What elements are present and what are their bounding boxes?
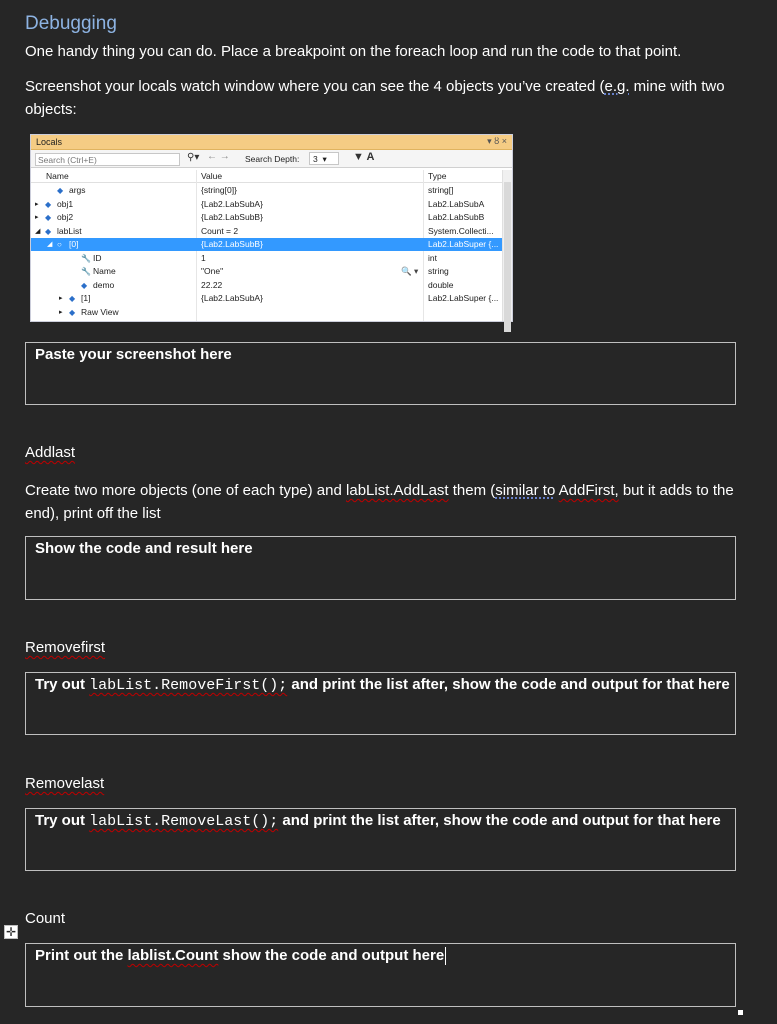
locals-row[interactable] (31, 198, 502, 211)
screenshot-box-label: Paste your screenshot here (35, 346, 232, 363)
locals-header (31, 170, 502, 183)
locals-scrollbar[interactable] (502, 170, 512, 321)
locals-row[interactable] (31, 265, 502, 278)
locals-title: Locals (36, 137, 63, 147)
removelast-label-code: labList.RemoveLast(); (89, 813, 279, 830)
row-value: {Lab2.LabSubA} (201, 293, 263, 303)
row-type: string (428, 266, 449, 276)
search-depth-select[interactable]: 3 ▾ (309, 152, 339, 165)
removelast-box-label (35, 812, 721, 830)
row-type: Lab2.LabSuper {... (428, 293, 499, 303)
addlast-text-post: but it adds to the end), print off the list (25, 482, 734, 522)
col-value[interactable]: Value (201, 171, 223, 181)
row-name: labList (57, 225, 82, 236)
locals-row[interactable] (31, 279, 502, 292)
row-type: int (428, 252, 437, 263)
field-icon: 🔧 (81, 267, 91, 276)
search-icon[interactable]: ⚲▾ (187, 152, 200, 163)
text-cursor (445, 947, 446, 965)
locals-row[interactable] (31, 211, 502, 224)
locals-toolbar (31, 150, 512, 168)
locals-row[interactable] (31, 252, 502, 265)
row-name: ID (93, 252, 102, 263)
row-type: double (428, 279, 454, 290)
row-name: obj1 (57, 198, 74, 209)
search-depth-label: Search Depth: (245, 154, 300, 164)
row-name: obj2 (57, 212, 74, 222)
field-icon: ○ (57, 240, 62, 249)
count-label-code: lablist.Count (127, 947, 219, 964)
locals-row[interactable] (31, 238, 502, 251)
resize-handle-icon[interactable] (738, 1010, 743, 1015)
removefirst-heading: Removefirst (25, 639, 106, 656)
instruction-pre: Screenshot your locals watch window where you can see the 4 objects you’ve created ( (25, 78, 605, 95)
row-name: Raw View (81, 306, 119, 317)
addlast-text-mid: them ( (448, 482, 496, 499)
field-icon: ◆ (45, 213, 52, 222)
page-title: Debugging (25, 13, 117, 34)
count-label-post: show the code and output here (218, 947, 445, 964)
removelast-box[interactable] (25, 808, 736, 871)
instruction-eg: e.g. (604, 78, 630, 95)
filter-icon[interactable]: ▼ A (353, 151, 375, 163)
count-label-pre: Print out the (35, 947, 128, 964)
locals-row[interactable] (31, 184, 502, 197)
move-handle-icon[interactable]: ✛ (5, 925, 17, 939)
screenshot-box[interactable] (25, 342, 736, 405)
row-type: System.Collecti... (428, 225, 494, 236)
row-type: Lab2.LabSuper {... (428, 239, 499, 249)
row-value: Count = 2 (201, 225, 239, 236)
row-value: 22.22 (201, 279, 223, 290)
addlast-box-label: Show the code and result here (35, 540, 253, 557)
addlast-text-code: labList.AddLast (346, 482, 449, 499)
expander-icon[interactable]: ▸ (35, 200, 39, 208)
locals-window-controls[interactable]: ▾ ȣ × (487, 136, 507, 146)
count-heading: Count (25, 910, 66, 927)
locals-search-input[interactable]: Search (Ctrl+E) (35, 153, 180, 166)
row-name: [1] (81, 293, 91, 303)
addlast-text-similar: similar to (495, 482, 556, 499)
count-box[interactable] (25, 943, 736, 1007)
instruction-post: mine with two objects: (25, 78, 725, 118)
screenshot-instruction (25, 75, 745, 121)
field-icon: ◆ (57, 186, 64, 195)
row-type: string[] (428, 185, 454, 195)
expander-icon[interactable]: ▸ (59, 295, 63, 302)
field-icon: ◆ (45, 226, 52, 236)
row-name: args (69, 185, 86, 195)
col-type[interactable]: Type (428, 171, 447, 181)
locals-row[interactable] (31, 306, 502, 319)
field-icon: 🔧 (81, 253, 91, 263)
removefirst-label-post: and print the list after, show the code and output for that here (287, 676, 730, 693)
intro-text: One handy thing you can do. Place a breakpoint on the foreach loop and run the code to that point. (25, 43, 682, 60)
removelast-label-post: and print the list after, show the code and output for that here (278, 812, 721, 829)
locals-titlebar (31, 135, 512, 150)
row-type: Lab2.LabSubB (428, 212, 485, 222)
row-value: 1 (201, 252, 206, 263)
field-icon: ◆ (69, 294, 76, 303)
row-value: "One" (201, 266, 224, 276)
expander-icon[interactable]: ▸ (35, 214, 39, 221)
count-box-label (35, 947, 446, 965)
col-name[interactable]: Name (46, 171, 69, 181)
removefirst-label-pre: Try out (35, 676, 90, 693)
addlast-text-addfirst: AddFirst, (558, 482, 619, 499)
row-name: [0] (69, 239, 79, 249)
nav-arrows-icon[interactable]: ← → (207, 151, 230, 162)
addlast-text (25, 479, 755, 525)
addlast-heading: Addlast (25, 444, 76, 461)
expander-icon[interactable]: ▸ (59, 308, 63, 316)
locals-window (30, 134, 513, 322)
search-depth-value: 3 (313, 154, 318, 164)
locals-grid (31, 170, 502, 321)
addlast-box[interactable] (25, 536, 736, 600)
removelast-heading: Removelast (25, 775, 105, 792)
row-value: {Lab2.LabSubB} (201, 212, 263, 222)
removefirst-label-code: labList.RemoveFirst(); (89, 677, 288, 694)
expander-icon[interactable]: ◢ (47, 241, 53, 248)
locals-row[interactable] (31, 225, 502, 238)
string-visualizer-icon[interactable]: 🔍 ▾ (401, 266, 419, 276)
removelast-label-pre: Try out (35, 812, 90, 829)
row-type: Lab2.LabSubA (428, 198, 485, 209)
row-value: {Lab2.LabSubB} (201, 239, 263, 249)
row-name: Name (93, 266, 116, 276)
removefirst-box[interactable] (25, 672, 736, 735)
field-icon: ◆ (45, 199, 52, 209)
row-value: {string[0]} (201, 185, 237, 195)
expander-icon[interactable]: ◢ (35, 227, 41, 235)
field-icon: ◆ (69, 307, 76, 317)
row-value: {Lab2.LabSubA} (201, 198, 263, 209)
addlast-text-pre: Create two more objects (one of each type) and (25, 482, 347, 499)
removefirst-box-label (35, 676, 730, 694)
row-name: demo (93, 279, 115, 290)
locals-row[interactable] (31, 292, 502, 305)
field-icon: ◆ (81, 280, 88, 290)
